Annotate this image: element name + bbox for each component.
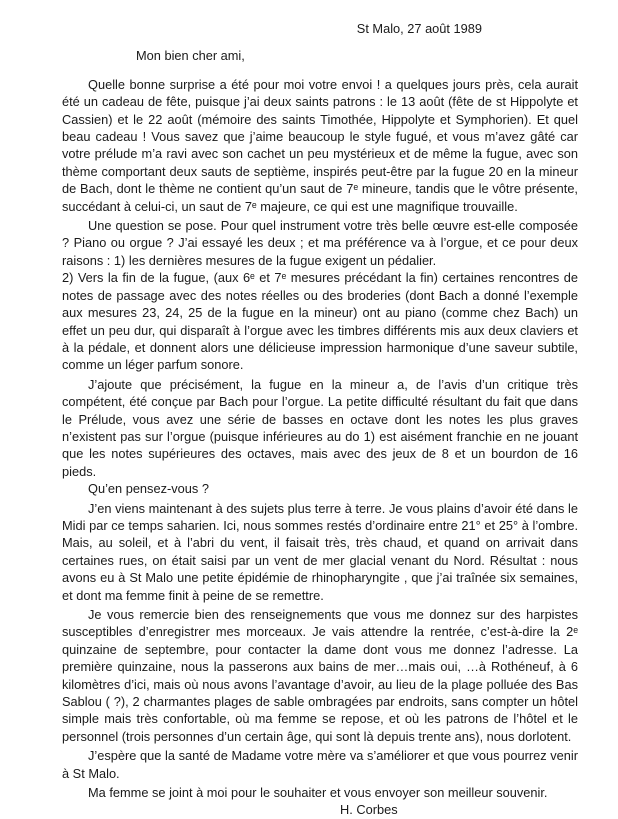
dateline: St Malo, 27 août 1989 [356, 21, 482, 36]
paragraph-closing: Ma femme se joint à moi pour le souhaiter et vous envoyer son meilleur souvenir. [88, 785, 548, 801]
paragraph-second-reason: 2) Vers la fin de la fugue, (aux 6ᵉ et 7ᵉ mesures précédant la fin) certaines rencontres de notes de passage avec des notes réelles ou des broderies (dont Bach a donné l’exemple aux mesures 23, 24, 25 de la fugue en la mineur) ont au piano (comme chez Bach) un effet un peu dur, qui disparaît à l’orgue avec les timbres différents mis aux deux claviers et à la pédale, et donnent alors une délicieuse impression harmonique d’une saveur subtile, comme un léger parfum sonore. [62, 270, 578, 373]
paragraph-question: Une question se pose. Pour quel instrument votre très belle œuvre est-elle composée ? Piano ou orgue ? J’ai essayé les deux ; et ma préférence va à l’orgue, et ce pour deux raisons : 1) les dernières mesures de la fugue exigent un pédalier. [62, 218, 578, 268]
paragraph-harpists: Je vous remercie bien des renseignements que vous me donnez sur des harpistes susceptibles d’enregistrer mes morceaux. Je vais attendre la rentrée, c’est-à-dire la 2ᵉ quinzaine de septembre, pour contacter la dame dont vous me donnez l’adresse. La première quinzaine, nous la passerons aux bains de mer…mais oui, …à Rothéneuf, à 6 kilomètres d’ici, mais où nous avons l’avantage d’avoir, au lieu de la plage polluée des Bas Sablou ( ?), 2 charmantes plages de sable ombragées par endroits, sans compter un hôtel simple mais très confortable, où ma femme se repose, et où les patrons de l’hôtel et le personnel (trois personnes d’un certain âge, qui sont là depuis trente ans), nous dorlotent. [62, 607, 578, 744]
paragraph-gift: Quelle bonne surprise a été pour moi votre envoi ! a quelques jours près, cela aurait été un cadeau de fête, puisque j’ai deux saints patrons : le 13 août (fête de st Hippolyte et Cassien) et le 22 août (mémoire des saints Timothée, Hippolyte et Symphorien). Et quel beau cadeau ! Vous savez que j’aime beaucoup le style fugué, et vous m’avez gâté car votre prélude m’a ravi avec son cachet un peu mystérieux et de même la fugue, avec son thème comportant deux sauts de septième, inspirés peut-être par la fugue 20 en la mineur de Bach, dont le thème ne contient qu’un saut de 7ᵉ mineure, tandis que le vôtre présente, succédant à celui-ci, un saut de 7ᵉ majeure, ce qui est une magnifique trouvaille. [62, 76, 578, 214]
paragraph-weather: J’en viens maintenant à des sujets plus terre à terre. Je vous plains d’avoir été dans le Midi par ce temps saharien. Ici, nous sommes restés d’ordinaire entre 21° et 25° à l’ombre. Mais, au soleil, et à l’abri du vent, il faisait très, très chaud, et quand on arrivait dans certaines rues, on était saisi par un vent de mer glacial venant du Nord. Résultat : nous avons eu à St Malo une petite épidémie de rhinopharyngite , que j’ai traînée six semaines, et dont ma femme finit à peine de se remettre. [62, 500, 578, 603]
signature: H. Corbes [340, 802, 398, 818]
paragraph-mother-health: J’espère que la santé de Madame votre mère va s’améliorer et que vous pourrez venir à St Malo. [62, 748, 578, 781]
paragraph-opinion: Qu’en pensez-vous ? [88, 481, 209, 497]
paragraph-organ-fugue: J’ajoute que précisément, la fugue en la mineur a, de l’avis d’un critique très compétent, été conçue par Bach pour l’orgue. La petite difficulté résultant du fait que dans le Prélude, vous avez une série de basses en octave dont les notes les plus graves n’existent pas sur l’orgue (puisque inférieures au do 1) est aisément franchie en ne jouant que les notes supérieures des octaves, mais avec des jeux de 8 et un bourdon de 16 pieds. [62, 376, 578, 479]
salutation: Mon bien cher ami, [136, 48, 245, 64]
